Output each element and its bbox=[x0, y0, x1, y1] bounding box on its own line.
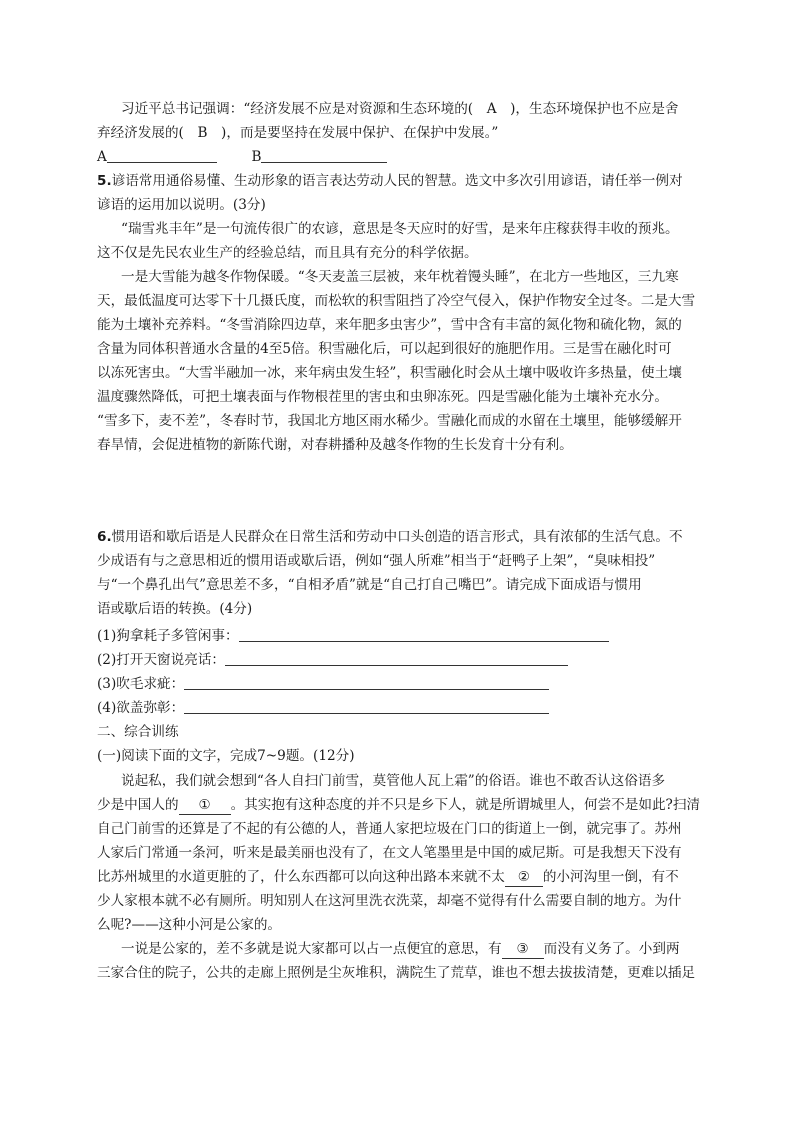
q6-line-1 bbox=[97, 528, 683, 546]
passage1-line: 温度骤然降低，可把土壤表面与作物根茬里的害虫和虫卵冻死。四是雪融化能为土壤补充水分。 bbox=[97, 389, 668, 405]
q5-line-1-text: 谚语常用通俗易懂、生动形象的语言表达劳动人民的智慧。选文中多次引用谚语，请任举一例对 bbox=[111, 173, 683, 189]
passage2-line bbox=[97, 796, 700, 815]
q6-answer-line[interactable] bbox=[184, 675, 549, 690]
q6-item-label: (2)打开天窗说亮话： bbox=[97, 652, 226, 668]
q6-item-2 bbox=[97, 651, 568, 669]
passage2-line bbox=[121, 940, 680, 959]
passage1-line: “瑞雪兆丰年”是一句流传很广的农谚，意思是冬天应时的好雪，是来年庄稼获得丰收的预兆。 bbox=[121, 221, 679, 237]
q6-item-label: (3)吹毛求疵： bbox=[97, 676, 185, 692]
passage1-line: “雪多下，麦不差”，冬春时节，我国北方地区雨水稀少。雪融化而成的水留在土壤里，能够缓解开 bbox=[97, 413, 682, 429]
q5-line-1 bbox=[97, 172, 683, 190]
passage2-text: 少是中国人的 bbox=[97, 797, 179, 813]
passage2-line: 说起私，我们就会想到“各人自扫门前雪，莫管他人瓦上霜”的俗语。谁也不敢否认这俗语多 bbox=[121, 773, 666, 789]
q6-number: 6. bbox=[97, 529, 112, 545]
passage2-text: 而没有义务了。小到两 bbox=[543, 941, 680, 957]
passage2-line bbox=[97, 868, 679, 887]
q6-item-label: (1)狗拿耗子多管闲事： bbox=[97, 628, 239, 644]
q6-item-3 bbox=[97, 675, 549, 693]
passage2-line: 人家后门常通一条河，听来是最美丽也没有了，在文人笔墨里是中国的威尼斯。可是我想天下没有 bbox=[97, 845, 682, 861]
q4-answer-row bbox=[97, 148, 387, 166]
section-subtitle: (一)阅读下面的文字，完成7~9题。(12分) bbox=[97, 748, 355, 764]
q4-line-1: 习近平总书记强调：“经济发展不应是对资源和生态环境的( A )，生态环境保护也不应是舍 bbox=[121, 101, 679, 117]
passage2-line: 么呢?——这种小河是公家的。 bbox=[97, 917, 282, 933]
passage2-line: 自己门前雪的还算是了不起的有公德的人，普通人家把垃圾在门口的街道上一倒，就完事了。苏州 bbox=[97, 821, 682, 837]
q6-line-3: 与“一个鼻孔出气”意思差不多，“自相矛盾”就是“自己打自己嘴巴”。请完成下面成语与惯用 bbox=[97, 577, 642, 593]
answer-blank-a[interactable] bbox=[107, 148, 217, 163]
q5-number: 5. bbox=[97, 173, 112, 189]
q4-line-2: 弃经济发展的( B )，而是要坚持在发展中保护、在保护中发展。” bbox=[97, 125, 499, 141]
answer-label-b: B bbox=[251, 149, 262, 165]
q6-answer-line[interactable] bbox=[225, 651, 568, 666]
passage2-text: 。其实抱有这种态度的并不只是乡下人，就是所谓城里人，何尝不是如此?扫清 bbox=[230, 797, 701, 813]
passage2-line: 少人家根本就不必有厕所。明知别人在这河里洗衣洗菜，却毫不觉得有什么需要自制的地方。为什 bbox=[97, 893, 682, 909]
blank-2[interactable]: ② bbox=[505, 868, 543, 887]
blank-3[interactable]: ③ bbox=[502, 940, 544, 959]
section-title: 二、综合训练 bbox=[97, 724, 179, 740]
q6-item-label: (4)欲盖弥彰： bbox=[97, 700, 185, 716]
passage1-line: 能为土壤补充养料。“冬雪消除四边草，来年肥多虫害少”，雪中含有丰富的氮化物和硫化物，氮的 bbox=[97, 317, 682, 333]
passage2-line: 三家合住的院子，公共的走廊上照例是尘灰堆积，满院生了荒草，谁也不想去拔拔清楚，更难以插足 bbox=[97, 965, 696, 981]
q6-answer-line[interactable] bbox=[184, 699, 549, 714]
q6-line-1-text: 惯用语和歇后语是人民群众在日常生活和劳动中口头创造的语言形式，具有浓郁的生活气息。不 bbox=[111, 529, 683, 545]
q5-line-2: 谚语的运用加以说明。(3分) bbox=[97, 197, 266, 213]
passage2-text: 的小河沟里一倒，有不 bbox=[542, 869, 679, 885]
passage1-line: 天，最低温度可达零下十几摄氏度，而松软的积雪阻挡了冷空气侵入，保护作物安全过冬。二是大雪 bbox=[97, 293, 696, 309]
passage1-line: 含量为同体积普通水含量的4至5倍。积雪融化后，可以起到很好的施肥作用。三是雪在融化时可 bbox=[97, 341, 672, 357]
q6-line-2: 少成语有与之意思相近的惯用语或歇后语，例如“强人所难”相当于“赶鸭子上架”，“臭味相投” bbox=[97, 553, 656, 569]
passage2-text: 一说是公家的，差不多就是说大家都可以占一点便宜的意思，有 bbox=[121, 941, 502, 957]
q6-line-4: 语或歇后语的转换。(4分) bbox=[97, 601, 253, 617]
passage1-line: 春旱情，会促进植物的新陈代谢，对春耕播种及越冬作物的生长发育十分有利。 bbox=[97, 437, 573, 453]
answer-label-a: A bbox=[97, 149, 107, 165]
passage2-text: 比苏州城里的水道更脏的了，什么东西都可以向这种出路本来就不太 bbox=[97, 869, 505, 885]
q6-item-1 bbox=[97, 627, 609, 645]
answer-blank-b[interactable] bbox=[261, 148, 387, 163]
blank-1[interactable]: ① bbox=[179, 796, 231, 815]
passage1-line: 这不仅是先民农业生产的经验总结，而且具有充分的科学依据。 bbox=[97, 245, 478, 261]
q6-item-4 bbox=[97, 699, 549, 717]
q6-answer-line[interactable] bbox=[239, 627, 609, 642]
passage1-line: 一是大雪能为越冬作物保暖。“冬天麦盖三层被，来年枕着馒头睡”，在北方一些地区，三九寒 bbox=[121, 269, 679, 285]
passage1-line: 以冻死害虫。“大雪半融加一冰，来年病虫发生轻”，积雪融化时会从土壤中吸收许多热量，使土壤 bbox=[97, 365, 682, 381]
